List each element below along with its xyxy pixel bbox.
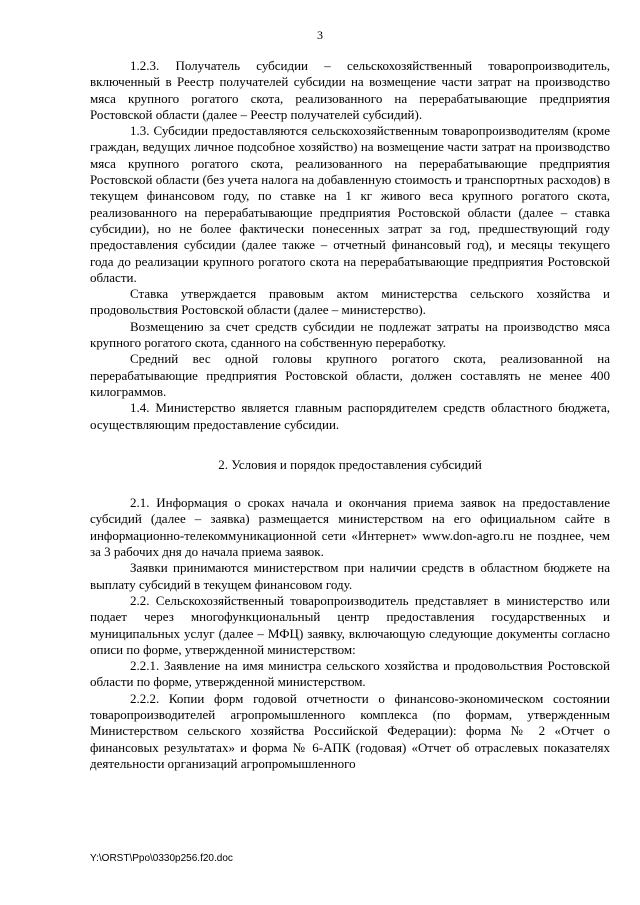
paragraph-average-weight: Средний вес одной головы крупного рогатого скота, реализованной на перерабатывающие предприятия Ростовской области, должен составлять не менее 400 килограммов. (90, 351, 610, 399)
paragraph-1-3: 1.3. Субсидии предоставляются сельскохозяйственным товаропроизводителям (кроме граждан, ведущих личное подсобное хозяйство) на возмещение части затрат на производство мяса крупного рогатого скота, реализованного на перерабатывающие предприятия Ростовской области (без учета налога на добавленную стоимость и транспортных расходов) в текущем финансовом году, по ставке на 1 кг живого веса крупного рогатого скота, реализованного на перерабатывающие предприятия Ростовской области (далее – ставка субсидии), но не более фактически понесенных затрат за год, предшествующий году предоставления субсидии (далее также – отчетный финансовый год), и месяцы текущего года до реализации крупного рогатого скота на перерабатывающие предприятия Ростовской области. (90, 123, 610, 285)
footer-file-path: Y:\ORST\Ppo\0330p256.f20.doc (90, 853, 233, 864)
paragraph-exclusion: Возмещению за счет средств субсидии не подлежат затраты на производство мяса крупного рогатого скота, сданного на собственную переработку. (90, 318, 610, 351)
paragraph-2-2: 2.2. Сельскохозяйственный товаропроизводитель представляет в министерство или подает через многофункциональный центр предоставления государственных и муниципальных услуг (далее – МФЦ) заявку, включающую следующие документы согласно описи по форме, утвержденной министерством: (90, 592, 610, 657)
page-number: 3 (317, 28, 323, 42)
paragraph-2-1: 2.1. Информация о сроках начала и окончания приема заявок на предоставление субсидий (далее – заявка) размещается министерством на его официальном сайте в информационно-телекоммуникационной сети «Интернет» www.don-agro.ru не позднее, чем за 3 рабочих дня до начала приема заявок. (90, 495, 610, 560)
paragraph-rate: Ставка утверждается правовым актом министерства сельского хозяйства и продовольствия Ростовской области (далее – министерство). (90, 286, 610, 318)
paragraph-1-2-3: 1.2.3. Получатель субсидии – сельскохозяйственный товаропроизводитель, включенный в Реестр получателей субсидии на возмещение части затрат на производство мяса крупного рогатого скота, реализованного на перерабатывающие предприятия Ростовской области (далее – Реестр получателей субсидий). (90, 58, 610, 122)
paragraph-2-2-2: 2.2.2. Копии форм годовой отчетности о финансово-экономическом состоянии товаропроизводителей агропромышленного комплекса (по формам, утвержденным Министерством сельского хозяйства Российской Федерации): форма № 2 «Отчет о финансовых результатах» и форма № 6-АПК (годовая) «Отчет об отраслевых показателях деятельности организаций агропромышленного (90, 690, 610, 771)
paragraph-applications: Заявки принимаются министерством при наличии средств в областном бюджете на выплату субсидий в текущем финансовом году. (90, 560, 610, 592)
paragraph-1-4: 1.4. Министерство является главным распорядителем средств областного бюджета, осуществляющим предоставление субсидии. (90, 400, 610, 432)
paragraph-2-2-1: 2.2.1. Заявление на имя министра сельского хозяйства и продовольствия Ростовской области по форме, утвержденной министерством. (90, 658, 610, 690)
document-body (90, 58, 610, 772)
section-title: 2. Условия и порядок предоставления субсидий (218, 456, 482, 472)
